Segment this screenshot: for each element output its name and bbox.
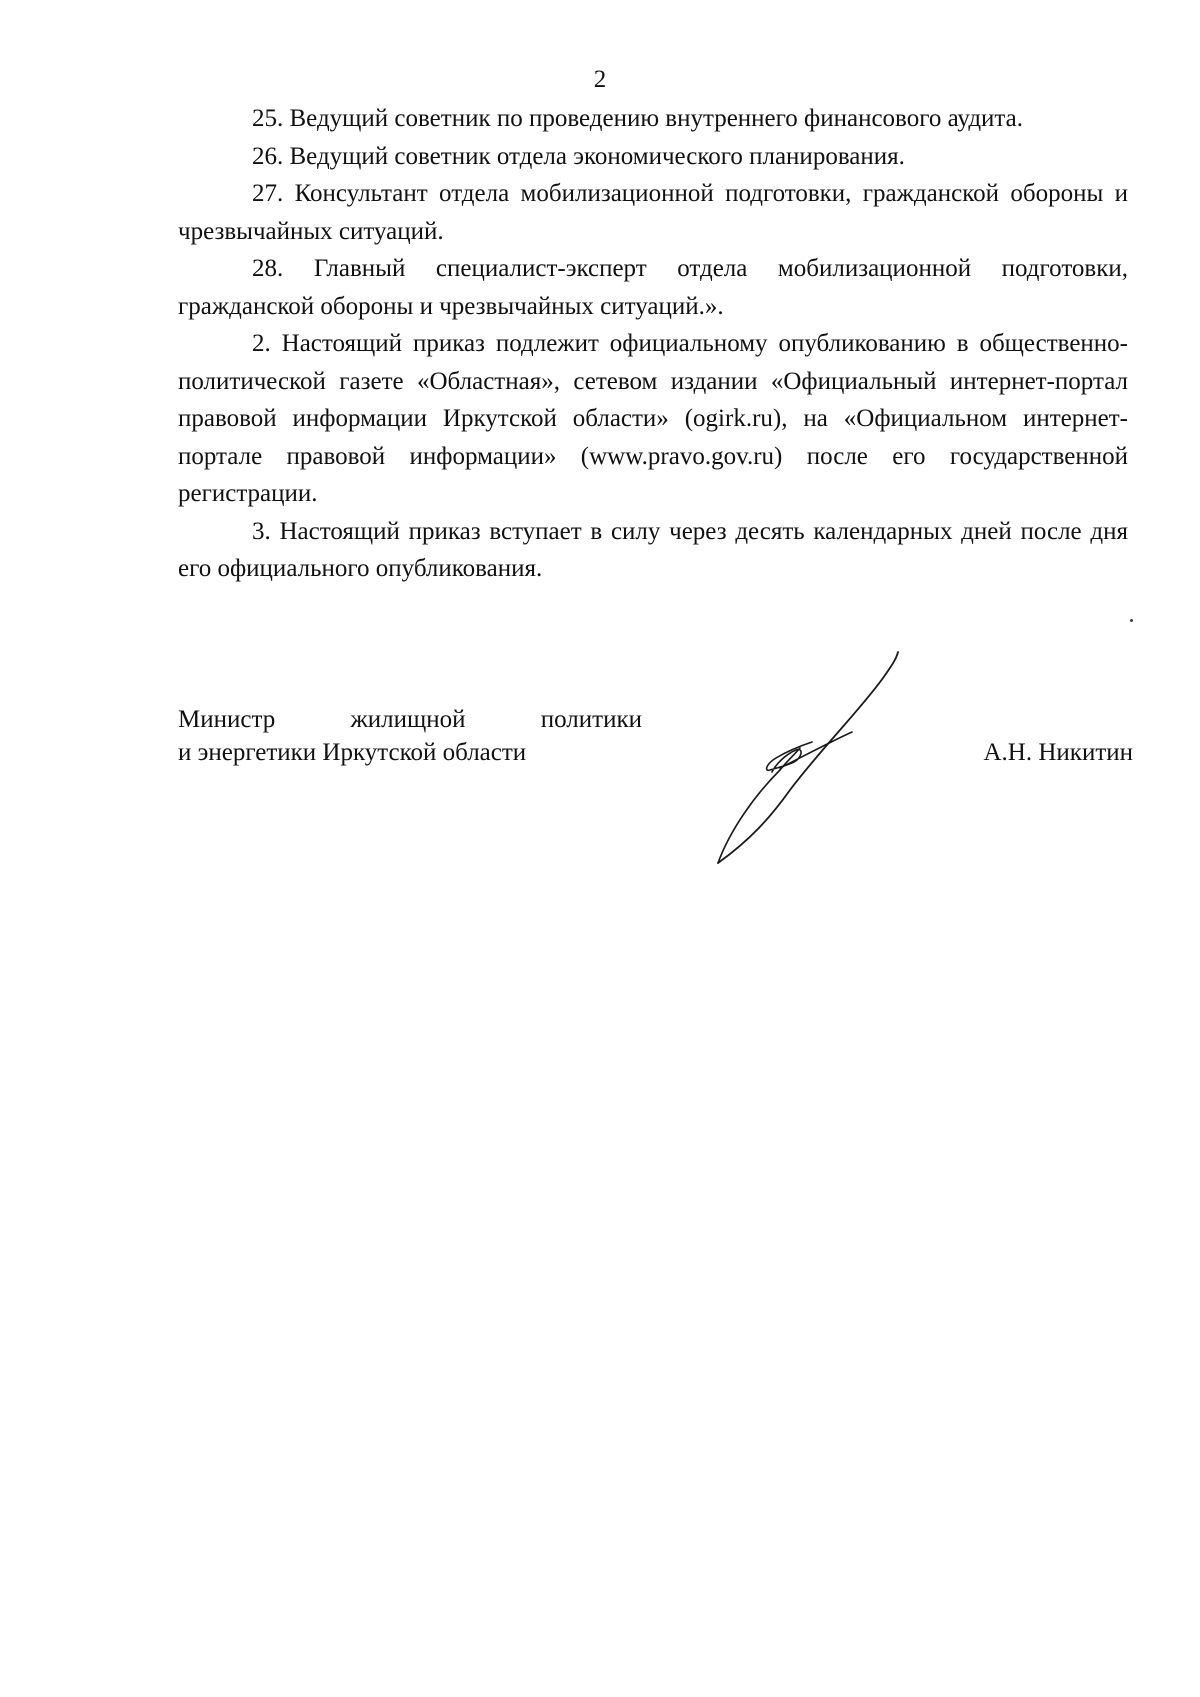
signature-stroke bbox=[718, 652, 898, 863]
signature-block bbox=[178, 703, 1133, 873]
page-number: 2 bbox=[593, 66, 607, 93]
signatory-title-word: жилищной bbox=[350, 706, 466, 733]
signatory-title bbox=[178, 703, 642, 769]
paragraph-item-25: 25. Ведущий советник по проведению внутреннего финансового аудита. bbox=[252, 105, 1023, 132]
document-body bbox=[178, 100, 1128, 588]
paragraph-item-27: 27. Консультант отдела мобилизационной подготовки, гражданской обороны и чрезвычайных ситуаций. bbox=[178, 180, 1128, 245]
signature-stroke bbox=[767, 742, 812, 772]
signatory-title-word: политики bbox=[540, 706, 642, 733]
signatory-title-word: Министр bbox=[178, 706, 276, 733]
scan-speck bbox=[1130, 619, 1133, 622]
signatory-title-line1 bbox=[178, 703, 642, 736]
signatory-title-line2: и энергетики Иркутской области bbox=[178, 739, 527, 766]
signatory-name: А.Н. Никитин bbox=[983, 739, 1133, 766]
paragraph-publication: 2. Настоящий приказ подлежит официальному опубликованию в общественно-политической газете «Областная», сетевом издании «Официальный интернет-портал правовой информации Иркутской области» (ogirk.ru), на «Официальном интернет-портале правовой информации» (www.pravo.gov.ru) после его государственной регистрации. bbox=[178, 330, 1128, 507]
paragraph-effective-date: 3. Настоящий приказ вступает в силу через десять календарных дней после дня его официального опубликования. bbox=[178, 517, 1128, 582]
paragraph-item-28: 28. Главный специалист-эксперт отдела мобилизационной подготовки, гражданской обороны и чрезвычайных ситуаций.». bbox=[178, 255, 1128, 320]
handwritten-signature bbox=[700, 650, 920, 865]
paragraph-item-26: 26. Ведущий советник отдела экономического планирования. bbox=[252, 142, 905, 170]
